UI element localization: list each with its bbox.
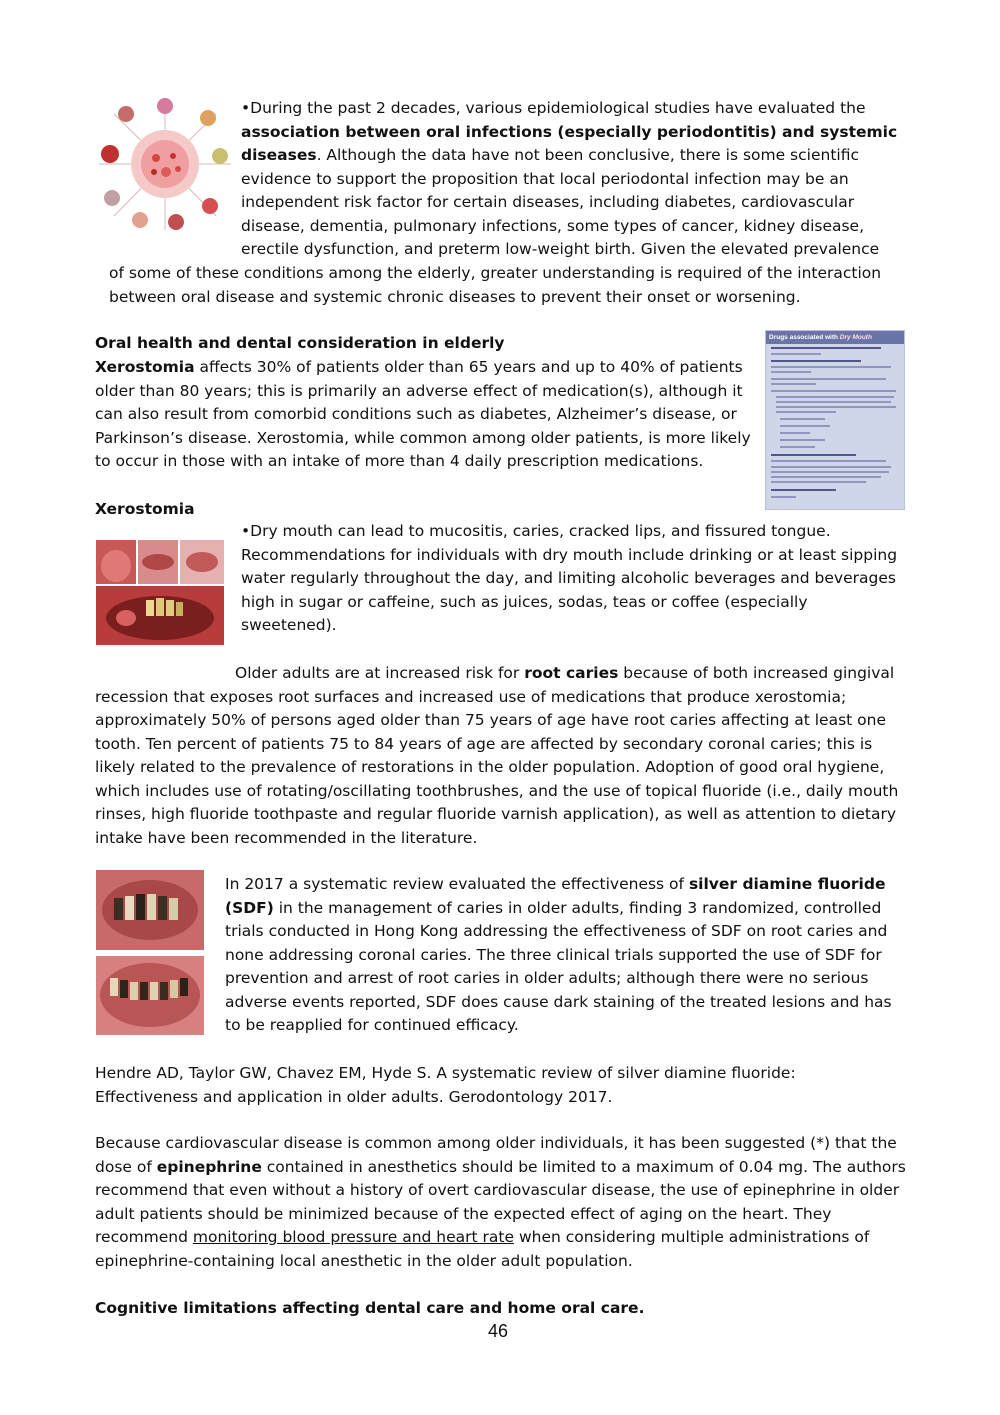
epinephrine-term: epinephrine [156,1157,262,1176]
dry-mouth-photos-figure [96,540,224,645]
systemic-diseases-figure [96,94,234,234]
reference-citation: Hendre AD, Taylor GW, Chavez EM, Hyde S. A systematic review of silver diamine fluoride: Effectiveness and application in older adults. Gerodontology 2017. [95,1064,796,1106]
page-number: 46 [488,1321,509,1341]
drugs-figure-title: Drugs associated with Dry Mouth [766,331,904,344]
root-caries-term: root caries [524,664,619,682]
intro-lead: •During the past 2 decades, various epidemiological studies have evaluated the [241,99,866,117]
root-caries-text: because of both increased gingival recession that exposes root surfaces and increased use of medications that produce xerostomia; approximately 50% of persons aged older than 75 years of age have root caries affecting at least one tooth. Ten percent of patients 75 to 84 years of age are affected by secondary coronal caries; this is likely related to the prevalence of restorations in the older population. Adoption of good oral hygiene, which includes use of rotating/oscillating toothbrushes, and the use of topical fluoride (i.e., daily mouth rinses, high fluoride toothpaste and regular fluoride varnish application), as well as attention to dietary intake have been recommended in the literature. [95,664,899,847]
intro-paragraph-continued [109,262,909,309]
sdf-paragraph [225,873,910,1038]
intro-rest: . Although the data have not been conclusive, there is some scientific evidence to support the proposition that local periodontal infection may be an independent risk factor for certain diseases, including diabetes, cardiovascular disease, dementia, pulmonary infections, some types of cancer, kidney disease, erectile dysfunction, and preterm low-weight birth. Given the elevated prevalence [241,146,880,258]
sdf-lead: In 2017 a systematic review evaluated the effectiveness of [225,875,689,893]
dry-mouth-paragraph: •Dry mouth can lead to mucositis, caries, cracked lips, and fissured tongue. Recommendations for individuals with dry mouth include drinking or at least sipping water regularly throughout the day, and limiting alcoholic beverages and beverages high in sugar or caffeine, such as juices, sodas, teas or coffee (especially sweetened). [241,522,898,634]
root-caries-lead: Older adults are at increased risk for [235,664,525,682]
root-caries-paragraph [95,662,910,850]
xerostomia-term: Xerostomia [95,358,195,376]
epinephrine-text: contained in anesthetics should be limited to a maximum of 0.04 mg. The authors recommend that even without a history of overt cardiovascular disease, the use of epinephrine in older adult patients should be minimized because of the expected effect of aging on the heart. They recommend [95,1157,906,1246]
sdf-term: silver diamine fluoride (SDF) [225,875,886,917]
sdf-teeth-photos-figure [96,870,204,1035]
section-heading-xerostomia: Xerostomia [95,500,195,518]
epinephrine-lead: Because cardiovascular disease is common among older individuals, it has been suggested (*) that the dose of [95,1134,897,1176]
xerostomia-paragraph [95,356,765,474]
xerostomia-text: affects 30% of patients older than 65 years and up to 40% of patients older than 80 years; this is primarily an adverse effect of medication(s), although it can also result from comorbid conditions such as diabetes, Alzheimer’s disease, or Parkinson’s disease. Xerostomia, while common among older patients, is more likely to occur in those with an intake of more than 4 daily prescription medications. [95,358,751,470]
epinephrine-text-end: when considering multiple administrations of epinephrine-containing local anesthetic in the older adult population. [95,1228,870,1270]
section-heading-cognitive: Cognitive limitations affecting dental care and home oral care. [95,1299,645,1317]
intro-bold: association between oral infections (especially periodontitis) and systemic diseases [241,122,898,164]
sdf-text: in the management of caries in older adults, finding 3 randomized, controlled trials conducted in Hong Kong addressing the effectiveness of SDF on root caries and none addressing coronal caries. The three clinical trials supported the use of SDF for prevention and arrest of root caries in older adults; although there were no serious adverse events reported, SDF does cause dark staining of the treated lesions and has to be reapplied for continued efficacy. [225,898,892,1034]
section-heading-oral-health: Oral health and dental consideration in elderly [95,334,505,352]
drugs-dry-mouth-figure [765,330,905,510]
monitoring-underlined-text: monitoring blood pressure and heart rate [192,1228,515,1246]
intro-rest-continued: of some of these conditions among the elderly, greater understanding is required of the interaction between oral disease and systemic chronic diseases to prevent their onset or worsening. [109,264,882,306]
epinephrine-paragraph [95,1132,910,1273]
intro-paragraph [241,97,901,262]
